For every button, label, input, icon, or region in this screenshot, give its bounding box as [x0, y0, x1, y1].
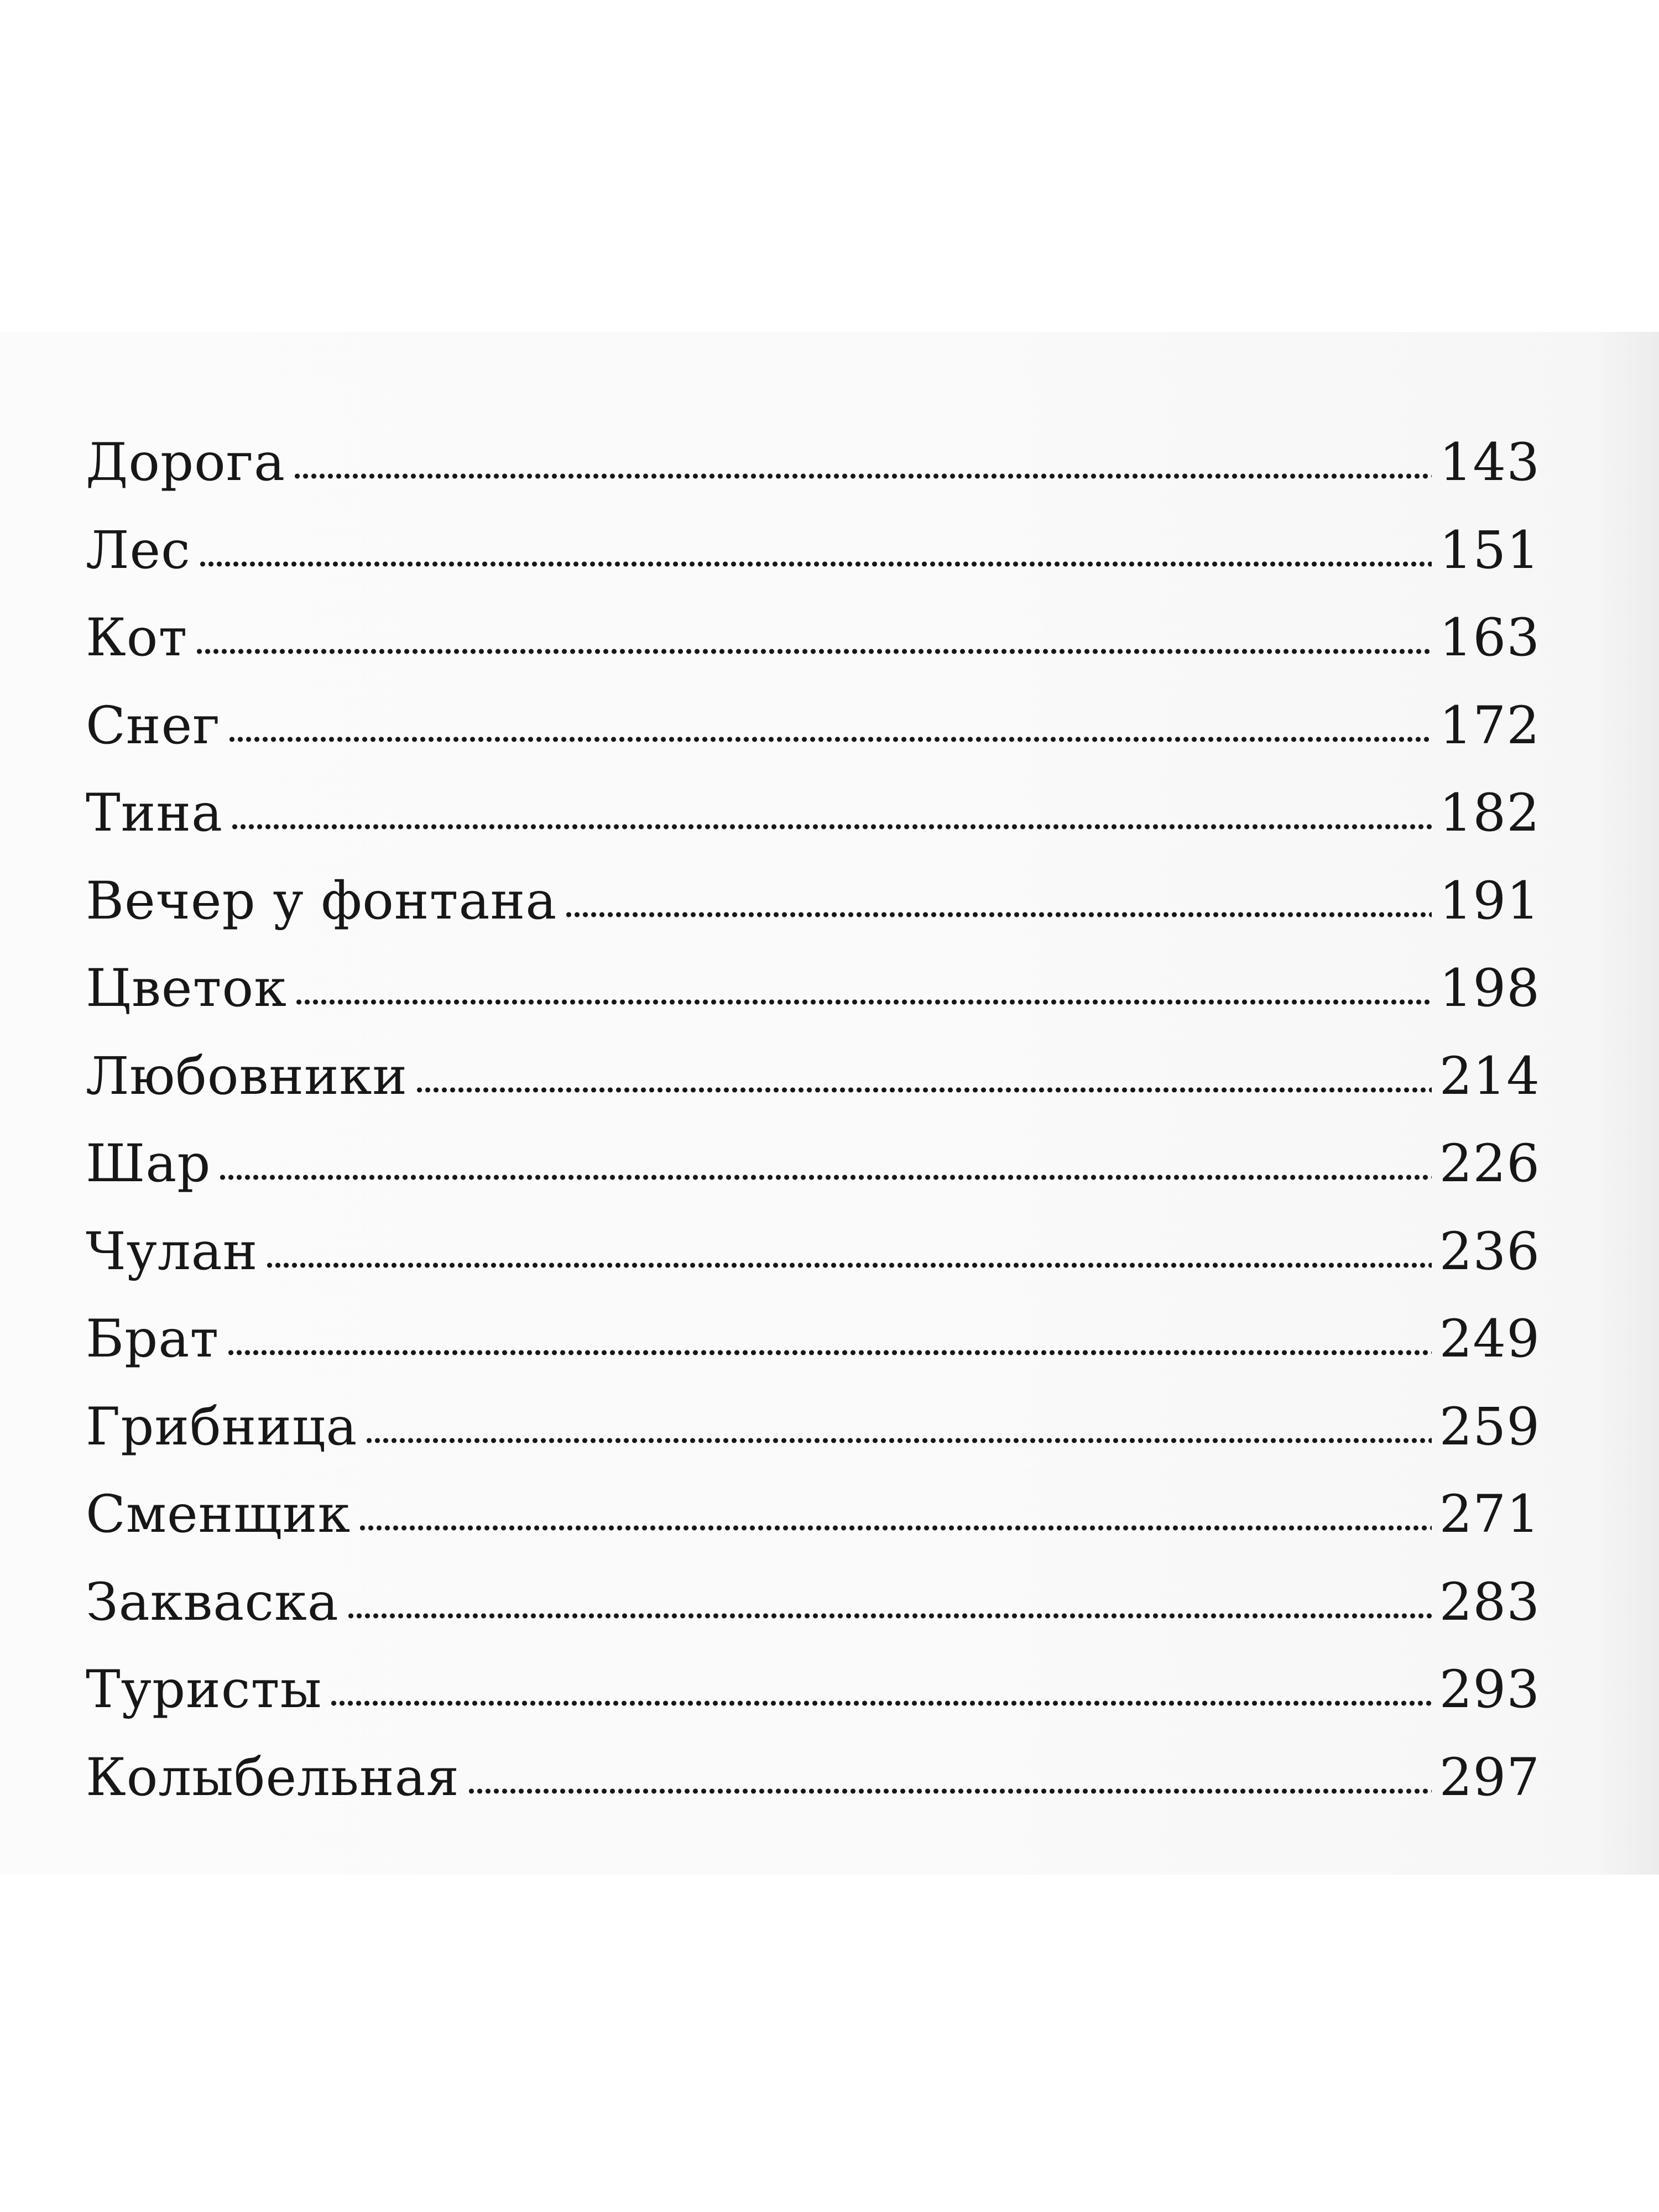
toc-entry [86, 608, 1540, 700]
dot-leader [199, 561, 1432, 567]
dot-leader [293, 473, 1432, 479]
toc-entry [86, 783, 1540, 875]
dot-leader [365, 1438, 1431, 1443]
toc-entry-title: Дорога [86, 432, 286, 493]
toc-entry-title: Цветок [86, 958, 287, 1019]
toc-entry-page: 163 [1439, 608, 1540, 668]
toc-entry-page: 172 [1439, 695, 1540, 756]
toc-entry-title: Шар [86, 1134, 211, 1194]
dot-leader [227, 1350, 1431, 1355]
toc-entry-page: 236 [1439, 1221, 1540, 1282]
toc-entry-page: 198 [1439, 958, 1540, 1019]
toc-entry-page: 283 [1439, 1572, 1540, 1632]
table-of-contents [86, 432, 1540, 1839]
toc-entry [86, 870, 1540, 963]
toc-entry-title: Чулан [86, 1221, 258, 1282]
toc-entry-page: 271 [1439, 1484, 1540, 1545]
toc-entry [86, 520, 1540, 613]
dot-leader [265, 1262, 1431, 1268]
toc-entry-page: 182 [1439, 783, 1540, 843]
toc-entry-title: Лес [86, 520, 191, 581]
toc-entry-page: 143 [1439, 432, 1540, 493]
toc-entry-title: Брат [86, 1309, 220, 1369]
toc-entry [86, 1134, 1540, 1226]
dot-leader [358, 1525, 1431, 1531]
toc-entry [86, 1396, 1540, 1489]
toc-entry [86, 1046, 1540, 1139]
toc-entry-page: 191 [1439, 870, 1540, 931]
dot-leader [565, 912, 1431, 917]
toc-entry-page: 293 [1439, 1660, 1540, 1720]
dot-leader [228, 737, 1431, 742]
toc-entry-page: 249 [1439, 1309, 1540, 1369]
toc-entry-title: Сменщик [86, 1484, 351, 1545]
dot-leader [415, 1087, 1431, 1093]
dot-leader [195, 649, 1431, 654]
toc-entry-page: 151 [1439, 520, 1540, 581]
toc-entry-title: Кот [86, 608, 188, 668]
toc-entry [86, 1309, 1540, 1401]
toc-entry [86, 958, 1540, 1051]
dot-leader [347, 1613, 1432, 1619]
toc-entry-page: 226 [1439, 1134, 1540, 1194]
toc-entry-page: 259 [1439, 1396, 1540, 1457]
toc-entry [86, 695, 1540, 788]
dot-leader [467, 1788, 1432, 1794]
toc-entry [86, 1747, 1540, 1840]
toc-entry [86, 1484, 1540, 1577]
toc-entry-title: Закваска [86, 1572, 339, 1632]
toc-entry [86, 1221, 1540, 1314]
toc-entry-page: 214 [1439, 1046, 1540, 1107]
dot-leader [330, 1700, 1431, 1706]
toc-entry-title: Тина [86, 783, 223, 843]
toc-entry-page: 297 [1439, 1747, 1540, 1808]
dot-leader [295, 999, 1432, 1005]
toc-entry-title: Любовники [86, 1046, 408, 1107]
toc-entry-title: Колыбельная [86, 1747, 460, 1808]
toc-entry-title: Туристы [86, 1660, 322, 1720]
dot-leader [231, 824, 1432, 830]
toc-entry [86, 1660, 1540, 1752]
toc-entry-title: Вечер у фонтана [86, 870, 557, 931]
dot-leader [218, 1175, 1431, 1180]
toc-entry [86, 432, 1540, 525]
toc-entry [86, 1572, 1540, 1665]
toc-entry-title: Снег [86, 695, 221, 756]
toc-entry-title: Грибница [86, 1396, 358, 1457]
